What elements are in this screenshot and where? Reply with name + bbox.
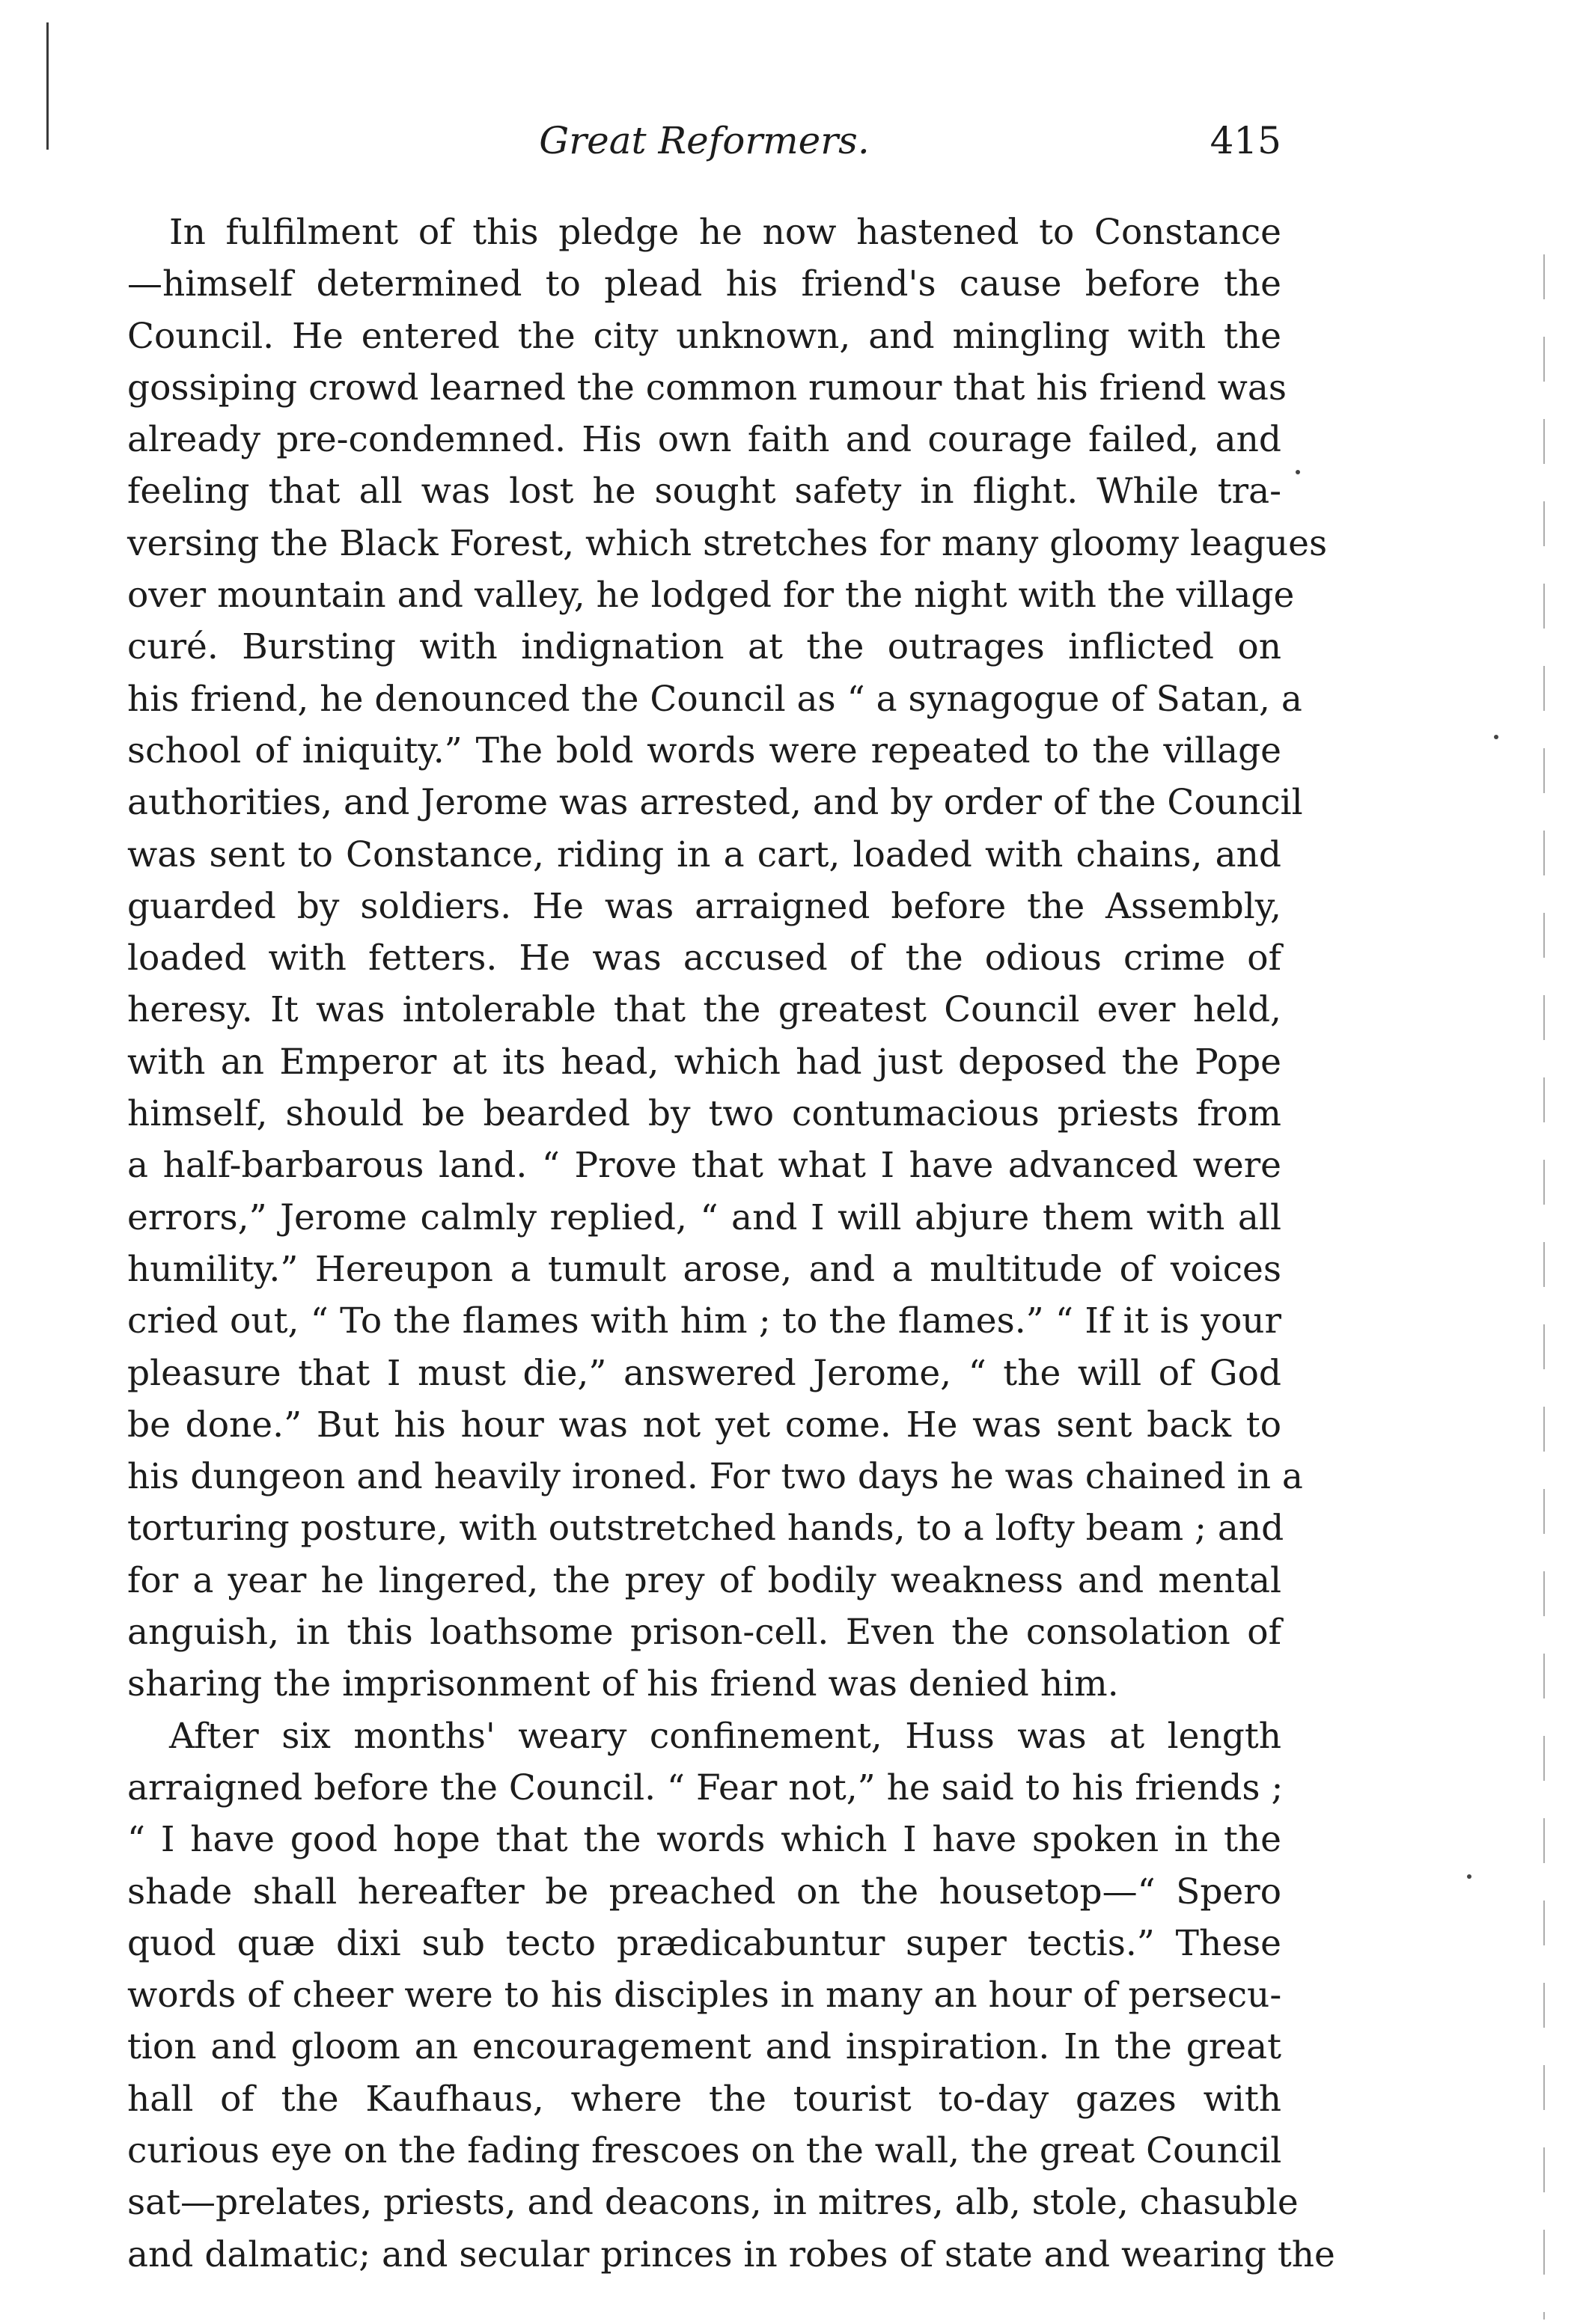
- text-line: arraigned before the Council. “ Fear not,” he said to his friends ;: [127, 1767, 1284, 1808]
- text-line: shade shall hereafter be preached on the housetop—“ Spero: [127, 1871, 1281, 1912]
- text-line: was sent to Constance, riding in a cart, loaded with chains, and: [127, 834, 1281, 875]
- text-line: sat—prelates, priests, and deacons, in mitres, alb, stole, chasuble: [127, 2182, 1299, 2224]
- text-line: errors,” Jerome calmly replied, “ and I will abjure them with all: [127, 1196, 1281, 1238]
- text-line: and dalmatic; and secular princes in robes of state and wearing the: [127, 2233, 1335, 2275]
- text-line: versing the Black Forest, which stretches for many gloomy leagues: [127, 522, 1328, 564]
- page-number: 415: [1210, 119, 1281, 162]
- text-line: cried out, “ To the flames with him ; to the flames.” “ If it is your: [127, 1300, 1281, 1342]
- text-line: his friend, he denounced the Council as “ a synagogue of Satan, a: [127, 678, 1302, 720]
- text-line: gossiping crowd learned the common rumour that his friend was: [127, 367, 1287, 409]
- text-line: quod quæ dixi sub tecto prædicabuntur super tectis.” These: [127, 1922, 1281, 1964]
- running-head: [127, 111, 1281, 171]
- text-line: authorities, and Jerome was arrested, and by order of the Council: [127, 782, 1303, 824]
- text-line: pleasure that I must die,” answered Jerome, “ the will of God: [127, 1352, 1281, 1394]
- text-line: himself, should be bearded by two contumacious priests from: [127, 1093, 1281, 1135]
- text-line: After six months' weary confinement, Huss was at length: [169, 1715, 1281, 1757]
- text-line: In fulfilment of this pledge he now hastened to Constance: [169, 212, 1281, 253]
- text-line: guarded by soldiers. He was arraigned before the Assembly,: [127, 885, 1281, 927]
- text-line: anguish, in this loathsome prison-cell. Even the consolation of: [127, 1612, 1281, 1654]
- text-line: for a year he lingered, the prey of bodily weakness and mental: [127, 1559, 1281, 1601]
- text-line: sharing the imprisonment of his friend was denied him.: [127, 1663, 1119, 1705]
- text-line: curious eye on the fading frescoes on the wall, the great Council: [127, 2129, 1282, 2171]
- text-line: loaded with fetters. He was accused of the odious crime of: [127, 938, 1281, 979]
- text-line: Council. He entered the city unknown, and mingling with the: [127, 315, 1281, 357]
- text-line: humility.” Hereupon a tumult arose, and a multitude of voices: [127, 1248, 1281, 1290]
- text-line: a half-barbarous land. “ Prove that what I have advanced were: [127, 1145, 1281, 1187]
- text-line: be done.” But his hour was not yet come. He was sent back to: [127, 1404, 1281, 1446]
- text-line: his dungeon and heavily ironed. For two days he was chained in a: [127, 1456, 1303, 1498]
- text-line: hall of the Kaufhaus, where the tourist to-day gazes with: [127, 2078, 1281, 2120]
- text-line: feeling that all was lost he sought safety in flight. While tra-: [127, 471, 1281, 513]
- scan-margin-dots: [1543, 254, 1545, 2320]
- text-line: “ I have good hope that the words which I have spoken in the: [127, 1819, 1281, 1861]
- scan-speck: [1494, 735, 1498, 739]
- scan-speck: [1467, 1874, 1471, 1879]
- scan-edge-mark: [46, 22, 49, 150]
- text-line: over mountain and valley, he lodged for the night with the village: [127, 575, 1295, 617]
- running-title: Great Reformers.: [539, 119, 870, 162]
- text-line: —himself determined to plead his friend's cause before the: [127, 263, 1281, 305]
- text-line: heresy. It was intolerable that the greatest Council ever held,: [127, 989, 1281, 1031]
- body-text: [127, 207, 1335, 2281]
- text-line: curé. Bursting with indignation at the outrages inflicted on: [127, 626, 1281, 668]
- text-line: with an Emperor at its head, which had just deposed the Pope: [127, 1041, 1281, 1083]
- text-line: torturing posture, with outstretched hands, to a lofty beam ; and: [127, 1508, 1284, 1550]
- text-line: already pre-condemned. His own faith and courage failed, and: [127, 419, 1281, 461]
- scan-speck: [1296, 470, 1300, 474]
- text-line: tion and gloom an encouragement and inspiration. In the great: [127, 2026, 1281, 2068]
- text-line: school of iniquity.” The bold words were repeated to the village: [127, 730, 1281, 771]
- text-line: words of cheer were to his disciples in many an hour of persecu-: [127, 1975, 1282, 2016]
